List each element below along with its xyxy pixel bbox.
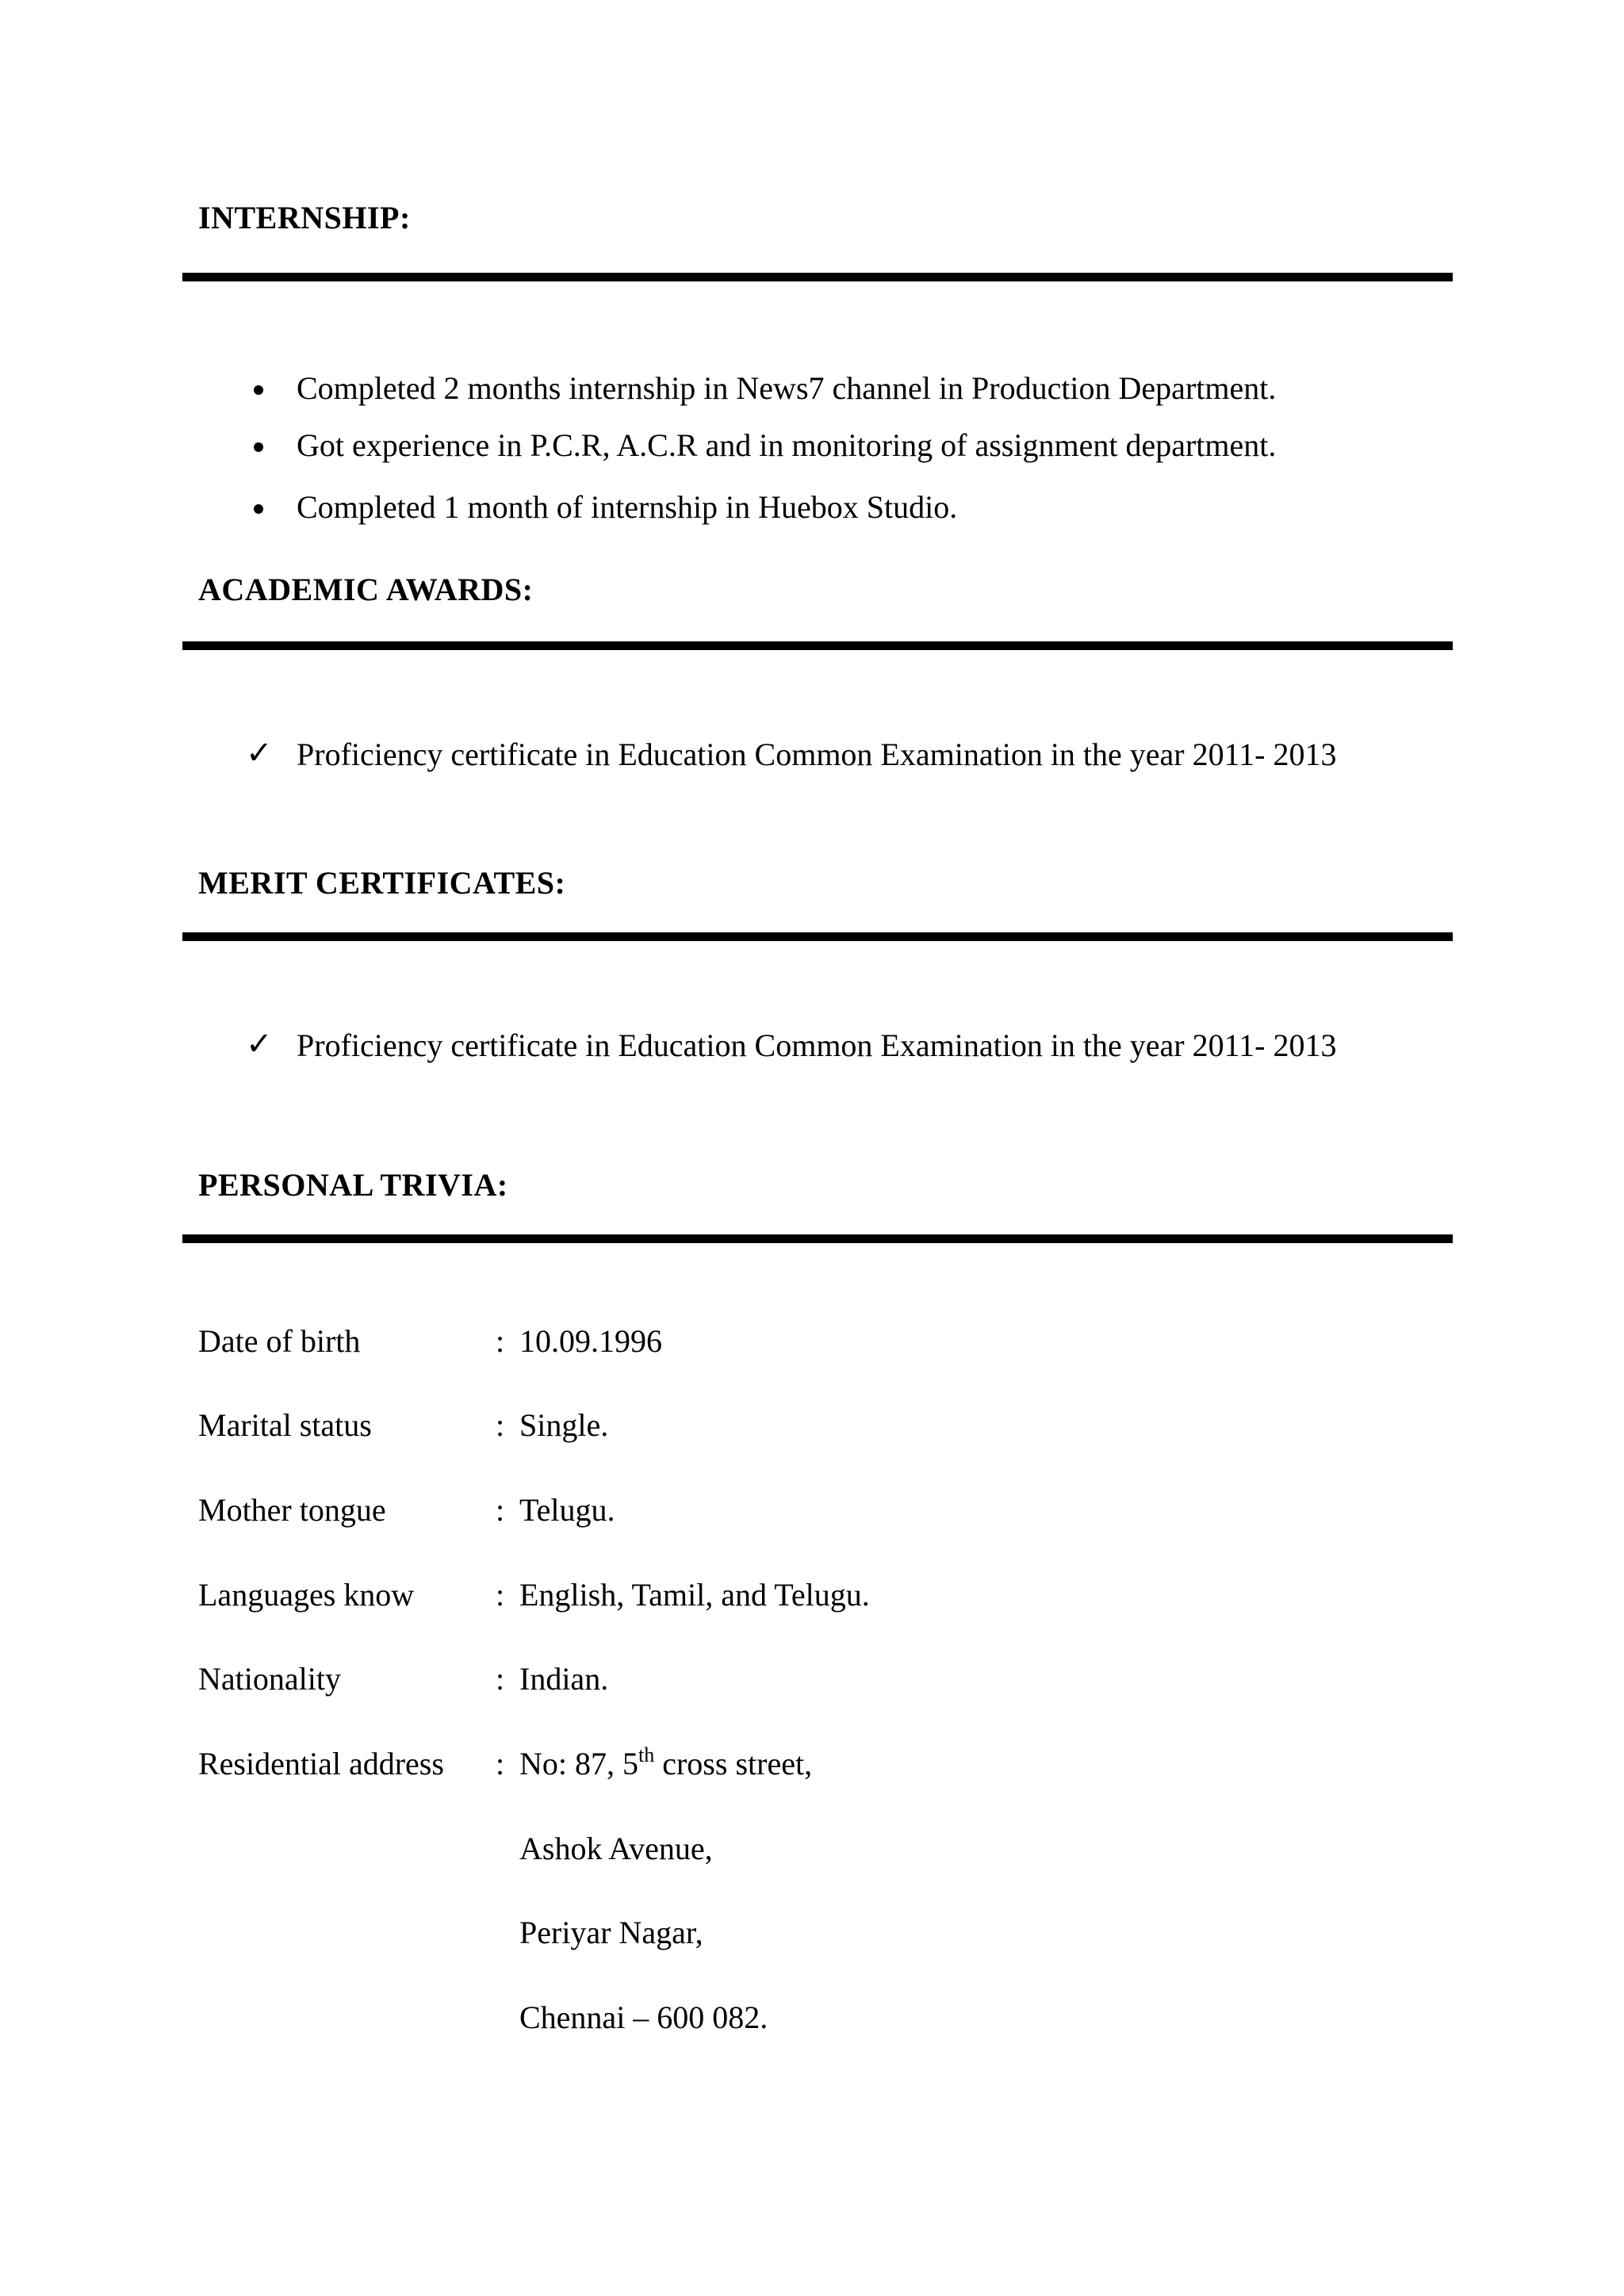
internship-item: Completed 1 month of internship in Huebox Studio.: [297, 489, 958, 525]
address-line-1-rest: cross street,: [654, 1746, 813, 1781]
section-divider: [182, 932, 1453, 941]
trivia-separator: :: [496, 1407, 505, 1443]
address-ordinal-suffix: th: [638, 1743, 655, 1766]
section-divider: [182, 1234, 1453, 1243]
trivia-separator: :: [496, 1323, 505, 1359]
section-divider: [182, 273, 1453, 281]
internship-item: Completed 2 months internship in News7 channel in Production Department.: [297, 370, 1277, 406]
personal-trivia-heading: PERSONAL TRIVIA:: [198, 1167, 508, 1203]
internship-item: Got experience in P.C.R, A.C.R and in monitoring of assignment department.: [297, 427, 1277, 463]
trivia-value-date-of-birth: 10.09.1996: [519, 1323, 662, 1359]
address-line: Periyar Nagar,: [519, 1915, 703, 1950]
trivia-label-mother-tongue: Mother tongue: [198, 1492, 386, 1528]
bullet-dot-icon: [254, 504, 263, 514]
trivia-label-languages: Languages know: [198, 1577, 415, 1613]
trivia-label-nationality: Nationality: [198, 1661, 341, 1697]
trivia-label-residential-address: Residential address: [198, 1746, 444, 1781]
trivia-value-languages: English, Tamil, and Telugu.: [519, 1577, 870, 1613]
trivia-value-mother-tongue: Telugu.: [519, 1492, 615, 1528]
merit-certificates-heading: MERIT CERTIFICATES:: [198, 865, 566, 901]
checkmark-icon: ✓: [246, 735, 273, 771]
academic-award-item: Proficiency certificate in Education Common Examination in the year 2011- 2013: [297, 737, 1337, 772]
bullet-dot-icon: [254, 442, 263, 452]
internship-heading: INTERNSHIP:: [198, 200, 411, 235]
trivia-value-nationality: Indian.: [519, 1661, 609, 1697]
trivia-separator: :: [496, 1746, 505, 1781]
trivia-separator: :: [496, 1492, 505, 1528]
merit-certificate-item: Proficiency certificate in Education Common Examination in the year 2011- 2013: [297, 1027, 1337, 1063]
trivia-label-marital-status: Marital status: [198, 1407, 372, 1443]
bullet-dot-icon: [254, 385, 263, 395]
address-line: Ashok Avenue,: [519, 1831, 713, 1866]
trivia-separator: :: [496, 1661, 505, 1697]
address-line: Chennai – 600 082.: [519, 1999, 768, 2035]
trivia-separator: :: [496, 1577, 505, 1613]
trivia-value-residential-address: [519, 1743, 813, 1781]
checkmark-icon: ✓: [246, 1026, 273, 1062]
academic-awards-heading: ACADEMIC AWARDS:: [198, 572, 534, 607]
address-line-1-main: No: 87, 5: [519, 1746, 638, 1781]
trivia-value-marital-status: Single.: [519, 1407, 609, 1443]
trivia-label-date-of-birth: Date of birth: [198, 1323, 361, 1359]
section-divider: [182, 641, 1453, 650]
